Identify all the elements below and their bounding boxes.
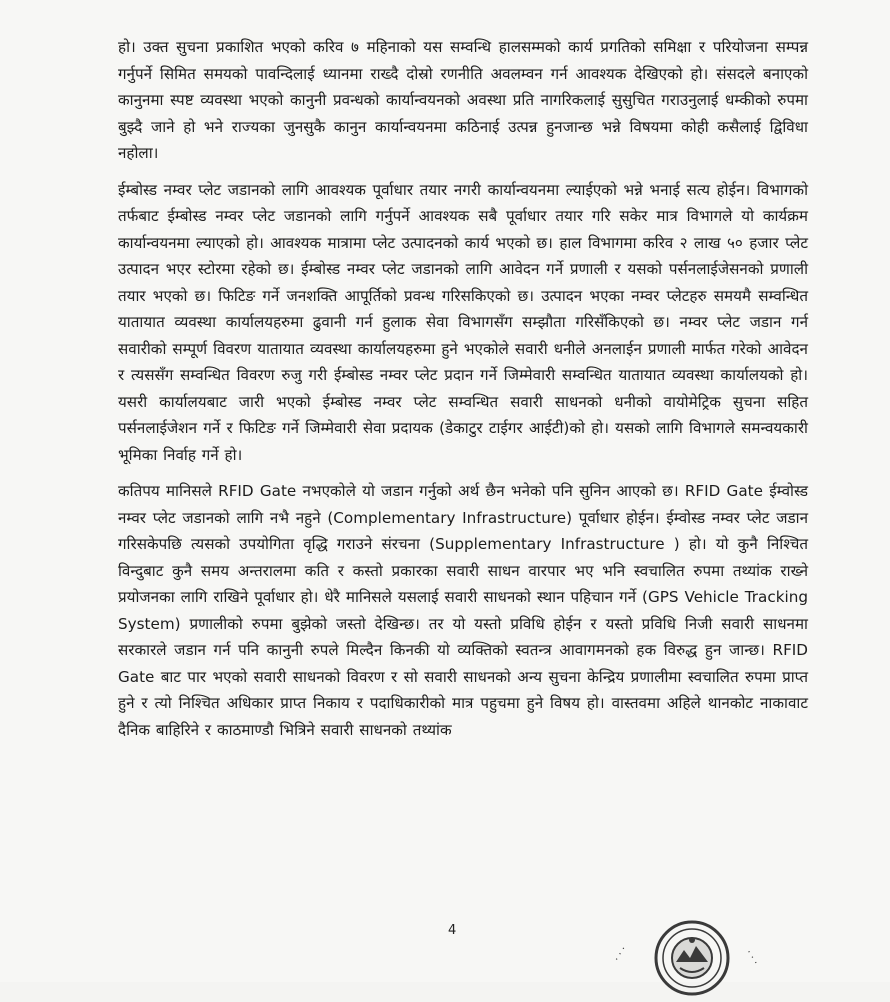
official-seal-icon	[652, 918, 732, 998]
seal-lettering-right: · · ·	[742, 948, 761, 968]
seal-lettering-left: · · ·	[612, 944, 630, 964]
paragraph-3: कतिपय मानिसले RFID Gate नभएकोले यो जडान गर्नुको अर्थ छैन भनेको पनि सुनिन आएको छ। RFID Gate ईम्वोस्ड नम्वर प्लेट जडानको लागि नभै नहुने (Complementary Infrastructure) पूर्वाधार होईन। ईम्वोस्ड नम्वर प्लेट जडान गरिसकेपछि त्यसको उपयोगिता वृद्धि गराउने संरचना (Supplementary Infrastructure ) हो। यो कुनै निश्चित विन्दुबाट कुनै समय अन्तरालमा कति र कस्तो प्रकारका सवारी साधन वारपार भए भनि स्वचालित रुपमा तथ्यांक राख्ने प्रयोजनका लागि राखिने पूर्वाधार हो। धेरै मानिसले यसलाई सवारी साधनको स्थान पहिचान गर्ने (GPS Vehicle Tracking System) प्रणालीको रुपमा बुझेको जस्तो देखिन्छ। तर यो यस्तो प्रविधि होईन र यस्तो प्रविधि निजी सवारी साधनमा सरकारले जडान गर्न पनि कानुनी रुपले मिल्दैन किनकी यो व्यक्तिको स्वतन्त्र आवागमनको हक विरुद्ध हुन जान्छ। RFID Gate बाट पार भएको सवारी साधनको विवरण र सो सवारी साधनको अन्य सुचना केन्द्रिय प्रणालीमा स्वचालित रुपमा प्राप्त हुने र त्यो निश्चित अधिकार प्राप्त निकाय र पदाधिकारीको मात्र पहुचमा हुने विषय हो। वास्तवमा अहिले थानकोट नाकावाट दैनिक बाहिरिने र काठमाण्डौ भित्रिने सवारी साधनको तथ्यांक	[118, 482, 808, 739]
paragraph-1: हो। उक्त सुचना प्रकाशित भएको करिव ७ महिनाको यस सम्वन्धि हालसम्मको कार्य प्रगतिको समिक्षा र परियोजना सम्पन्न गर्नुपर्ने सिमित समयको पावन्दिलाई ध्यानमा राख्दै दोस्रो रणनीति अवलम्वन गर्न आवश्यक देखिएको हो। संसदले बनाएको कानुनमा स्पष्ट व्यवस्था भएको कानुनी प्रवन्धको कार्यान्वयनको अवस्था प्रति नागरिकलाई सुसुचित गराउनुलाई धम्कीको रुपमा बुझ्दै जाने हो भने राज्यका जुनसुकै कानुन कार्यान्वयनमा कठिनाई उत्पन्न हुनजान्छ भन्ने विषयमा कोही कसैलाई द्विविधा नहोला।	[118, 38, 808, 162]
paragraph-2: ईम्बोस्ड नम्वर प्लेट जडानको लागि आवश्यक पूर्वाधार तयार नगरी कार्यान्वयनमा ल्याईएको भन्ने भनाई सत्य होईन। विभागको तर्फबाट ईम्बोस्ड नम्वर प्लेट जडानको लागि गर्नुपर्ने आवश्यक सबै पूर्वाधार तयार गरि सकेर मात्र विभागले यो कार्यक्रम कार्यान्वयनमा ल्याएको हो। आवश्यक मात्रामा प्लेट उत्पादनको कार्य भएको छ। हाल विभागमा करिव २ लाख ५० हजार प्लेट उत्पादन भएर स्टोरमा रहेको छ। ईम्बोस्ड नम्वर प्लेट जडानको लागि आवेदन गर्ने प्रणाली र यसको पर्सनलाईजेसनको प्रणाली तयार भएको छ। फिटिङ गर्ने जनशक्ति आपूर्तिको प्रवन्ध गरिसकिएको छ। उत्पादन भएका नम्वर प्लेटहरु समयमै सम्वन्धित यातायात व्यवस्था कार्यालयहरुमा ढुवानी गर्न हुलाक सेवा विभागसँग सम्झौता गरिसँकिएको छ। नम्वर प्लेट जडान गर्न सवारीको सम्पूर्ण विवरण यातायात व्यवस्था कार्यालयहरुमा हुने भएकोले सवारी धनीले अनलाईन प्रणाली मार्फत गरेको आवेदन र त्यससँग सम्वन्धित विवरण रुजु गरी ईम्बोस्ड नम्वर प्लेट प्रदान गर्ने जिम्मेवारी सम्वन्धित यातायात व्यवस्था कार्यालयको हो। यसरी कार्यालयबाट जारी भएको ईम्बोस्ड नम्वर प्लेट सम्वन्धित सवारी साधनको धनीको वायोमेट्रिक सुचना सहित पर्सनलाईजेशन गर्ने र फिटिङ गर्ने जिम्मेवारी सेवा प्रदायक (डेकाटुर टाईगर आईटी)को हो। यसको लागि विभागले समन्वयकारी भूमिका निर्वाह गर्ने हो।	[118, 180, 808, 464]
document-body	[118, 34, 808, 743]
page-number: 4	[448, 923, 457, 938]
